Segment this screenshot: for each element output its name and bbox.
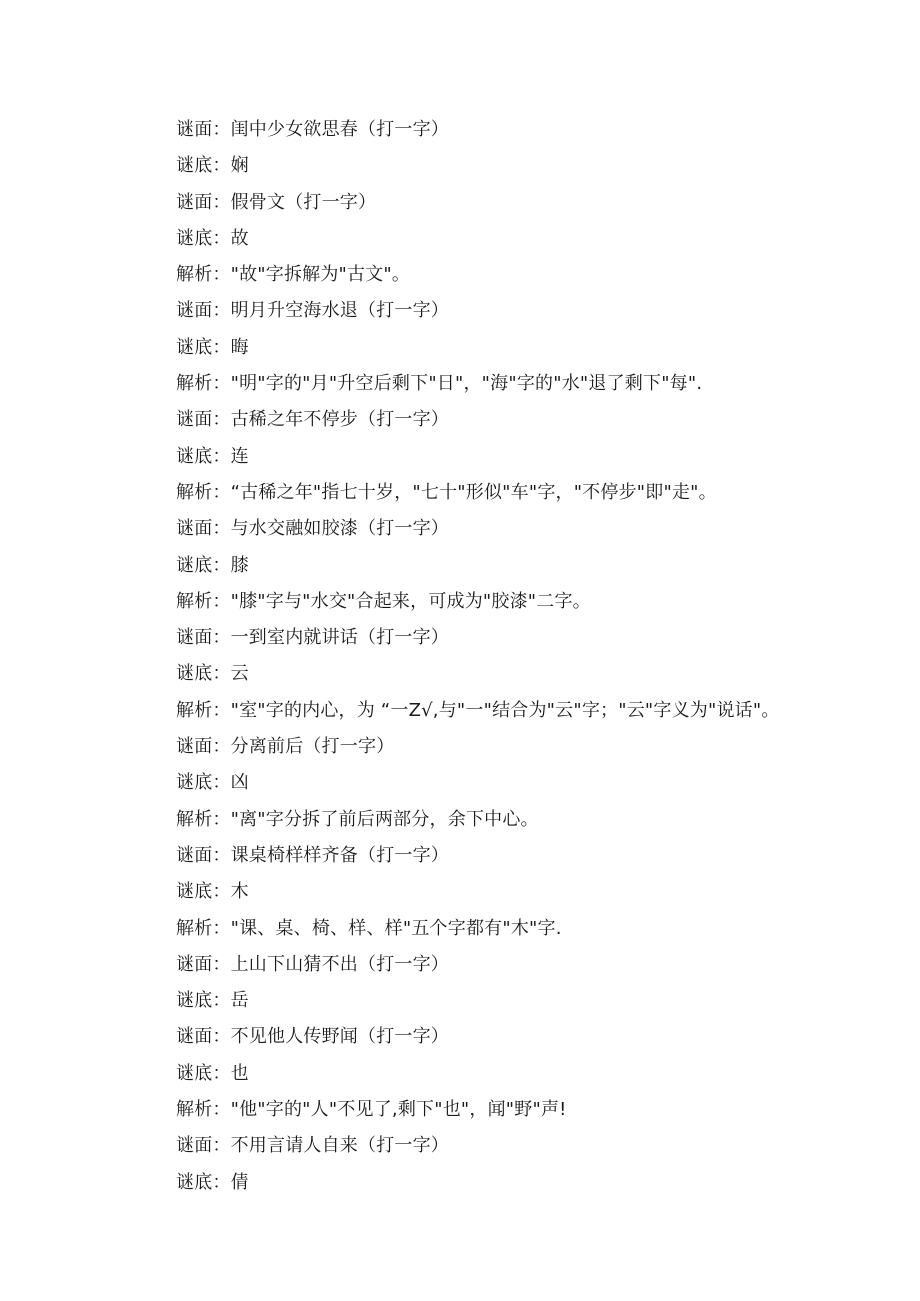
riddle-line: 谜面：不见他人传野闻（打一字） bbox=[176, 1026, 449, 1048]
riddle-line: 谜面：课桌椅样样齐备（打一字） bbox=[176, 844, 449, 866]
answer-line: 谜底：连 bbox=[176, 445, 249, 467]
riddle-line: 谜面：分离前后（打一字） bbox=[176, 736, 395, 758]
explanation-line: 解析："离"字分拆了前后两部分，余下中心。 bbox=[176, 808, 539, 830]
answer-line: 谜底：晦 bbox=[176, 336, 249, 358]
answer-line: 谜底：也 bbox=[176, 1062, 249, 1084]
riddle-line: 谜面：古稀之年不停步（打一字） bbox=[176, 409, 449, 431]
riddle-line: 谜面：闺中少女欲思春（打一字） bbox=[176, 119, 449, 140]
answer-line: 谜底：木 bbox=[176, 881, 249, 903]
riddle-list bbox=[176, 115, 876, 1204]
explanation-line: 解析："他"字的"人"不见了,剩下"也"，闻"野"声! bbox=[176, 1099, 567, 1121]
explanation-line: 解析："室"字的内心，为 “一Z√,与"一"结合为"云"字；"云"字义为"说话"。 bbox=[176, 699, 780, 721]
answer-line: 谜底：膝 bbox=[176, 554, 249, 576]
explanation-line: 解析：“古稀之年"指七十岁，"七十"形似"车"字，"不停步"即"走"。 bbox=[176, 481, 717, 503]
explanation-line: 解析："课、桌、椅、样、样"五个字都有"木"字. bbox=[176, 917, 562, 939]
riddle-line: 谜面：明月升空海水退（打一字） bbox=[176, 300, 449, 322]
riddle-line: 谜面：上山下山猜不出（打一字） bbox=[176, 953, 449, 975]
answer-line: 谜底：岳 bbox=[176, 990, 249, 1012]
answer-line: 谜底：故 bbox=[176, 227, 249, 249]
explanation-line: 解析："故"字拆解为"古文"。 bbox=[176, 264, 411, 286]
answer-line: 谜底：凶 bbox=[176, 772, 249, 794]
explanation-line: 解析："膝"字与"水交"合起来，可成为"胶漆"二字。 bbox=[176, 590, 591, 612]
answer-line: 谜底：倩 bbox=[176, 1171, 249, 1193]
riddle-line: 谜面：不用言请人自来（打一字） bbox=[176, 1135, 449, 1157]
riddle-line: 谜面：与水交融如胶漆（打一字） bbox=[176, 518, 449, 540]
riddle-line: 谜面：一到室内就讲话（打一字） bbox=[176, 627, 449, 649]
riddle-line: 谜面：假骨文（打一字） bbox=[176, 191, 377, 213]
answer-line: 谜底：云 bbox=[176, 663, 249, 685]
answer-line: 谜底：娴 bbox=[176, 155, 249, 177]
explanation-line: 解析："明"字的"月"升空后剩下"日"，"海"字的"水"退了剩下"每". bbox=[176, 373, 703, 395]
